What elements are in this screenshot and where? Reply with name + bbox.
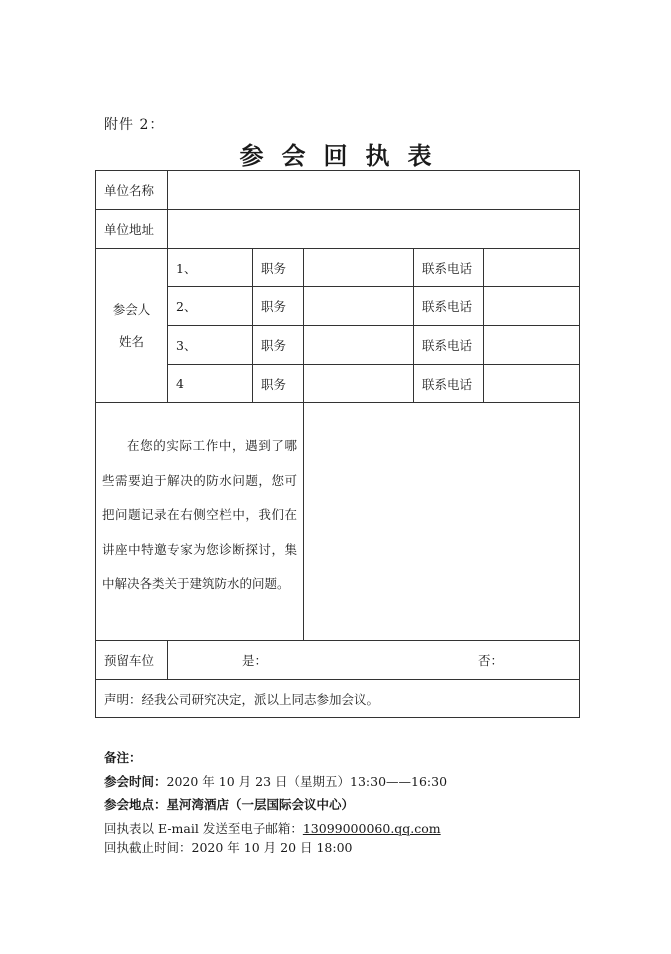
unit-name-row — [96, 171, 580, 210]
page-title: 参会回执表 — [239, 141, 450, 170]
unit-address-row — [96, 210, 580, 249]
position-field[interactable] — [304, 365, 414, 403]
position-field[interactable] — [304, 287, 414, 326]
position-label: 职务 — [253, 326, 304, 365]
question-answer-field[interactable] — [304, 403, 580, 641]
parking-no-option[interactable]: 否： — [478, 653, 504, 668]
unit-name-label: 单位名称 — [96, 171, 168, 210]
registration-form-table — [95, 170, 580, 718]
phone-label: 联系电话 — [414, 365, 484, 403]
meeting-place-label: 参会地点： — [104, 797, 167, 812]
attendee-row — [96, 365, 580, 403]
unit-name-field[interactable] — [168, 171, 580, 210]
attendee-row — [96, 287, 580, 326]
notes-heading: 备注： — [104, 750, 142, 765]
attendee-name-label — [96, 249, 168, 403]
attendee-index: 3、 — [168, 326, 253, 365]
deadline-value: 2020 年 10 月 20 日 18:00 — [191, 840, 353, 855]
meeting-time-value: 2020 年 10 月 23 日（星期五）13:30——16:30 — [166, 773, 448, 789]
position-label: 职务 — [253, 287, 304, 326]
position-field[interactable] — [304, 249, 414, 287]
attendee-index: 1、 — [168, 249, 253, 287]
unit-address-field[interactable] — [168, 210, 580, 249]
attendee-row — [96, 326, 580, 365]
attendee-label-line1: 参会人 — [112, 301, 151, 317]
unit-address-label: 单位地址 — [96, 210, 168, 249]
phone-field[interactable] — [484, 365, 580, 403]
attendee-label-line2: 姓名 — [118, 333, 144, 349]
position-label: 职务 — [253, 365, 304, 403]
email-line-label: 回执表以 E-mail 发送至电子邮箱： — [104, 820, 303, 836]
meeting-time-label: 参会时间： — [104, 773, 167, 789]
meeting-time-line — [104, 770, 447, 794]
phone-label: 联系电话 — [414, 249, 484, 287]
meeting-place-line — [104, 793, 447, 817]
parking-row — [96, 641, 580, 680]
phone-field[interactable] — [484, 326, 580, 365]
position-label: 职务 — [253, 249, 304, 287]
attendee-row — [96, 249, 580, 287]
question-row — [96, 403, 580, 641]
position-field[interactable] — [304, 326, 414, 365]
attendee-index: 4 — [168, 365, 253, 403]
question-description: 在您的实际工作中，遇到了哪些需要迫于解决的防水问题，您可把问题记录在右侧空栏中，我们在讲座中特邀专家为您诊断探讨，集中解决各类关于建筑防水的问题。 — [96, 403, 304, 641]
notes-section — [104, 746, 447, 860]
deadline-label: 回执截止时间： — [104, 840, 192, 855]
attendee-index: 2、 — [168, 287, 253, 326]
parking-label: 预留车位 — [96, 641, 168, 680]
parking-yes-option[interactable]: 是： — [242, 653, 268, 668]
email-link[interactable]: 13099000060.qq.com — [302, 820, 441, 836]
phone-field[interactable] — [484, 287, 580, 326]
phone-label: 联系电话 — [414, 287, 484, 326]
parking-options — [168, 641, 580, 680]
meeting-place-value: 星河湾酒店（一层国际会议中心） — [166, 797, 355, 812]
statement-text: 声明：经我公司研究决定，派以上同志参加会议。 — [96, 680, 580, 718]
attachment-label: 附件 2： — [104, 117, 165, 133]
phone-label: 联系电话 — [414, 326, 484, 365]
statement-row — [96, 680, 580, 718]
phone-field[interactable] — [484, 249, 580, 287]
